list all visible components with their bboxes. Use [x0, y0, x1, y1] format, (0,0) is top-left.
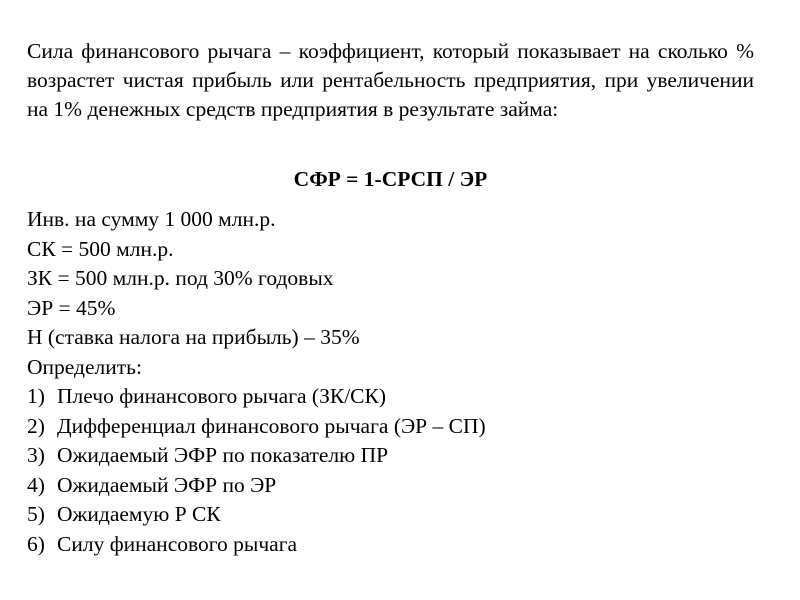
- task-text: Дифференциал финансового рычага (ЭР – СП): [57, 413, 486, 438]
- task-item: [27, 471, 767, 501]
- task-item: [27, 530, 767, 560]
- task-item: [27, 382, 767, 412]
- task-number: 2): [27, 413, 45, 438]
- task-text: Силу финансового рычага: [57, 531, 298, 556]
- task-item: [27, 441, 767, 471]
- task-item: [27, 412, 767, 442]
- task-text: Ожидаемый ЭФР по показателю ПР: [57, 443, 389, 467]
- task-item: [27, 500, 767, 530]
- given-item: Инв. на сумму 1 000 млн.р.: [27, 207, 276, 231]
- task-number: 4): [27, 472, 45, 497]
- definition-paragraph: Сила финансового рычага – коэффициент, который показывает на сколько % возрастет чистая прибыль или рентабельность предприятия, при увеличении на 1% денежных средств предприятия в результате займа:: [27, 39, 754, 121]
- given-item: Н (ставка налога на прибыль) – 35%: [27, 325, 360, 349]
- task-number: 1): [27, 384, 45, 408]
- task-text: Ожидаемую Р СК: [57, 502, 221, 526]
- given-item: ЭР = 45%: [27, 295, 116, 320]
- givens-list: [27, 205, 767, 382]
- task-text: Ожидаемый ЭФР по ЭР: [57, 472, 277, 497]
- task-number: 3): [27, 443, 45, 467]
- determine-label: Определить:: [27, 354, 142, 379]
- task-text: Плечо финансового рычага (ЗК/СК): [57, 384, 387, 408]
- given-item: СК = 500 млн.р.: [27, 236, 174, 261]
- tasks-list: [27, 382, 767, 559]
- given-item: ЗК = 500 млн.р. под 30% годовых: [27, 266, 334, 290]
- formula: СФР = 1-СРСП / ЭР: [293, 167, 488, 191]
- task-number: 6): [27, 531, 45, 556]
- task-number: 5): [27, 502, 45, 526]
